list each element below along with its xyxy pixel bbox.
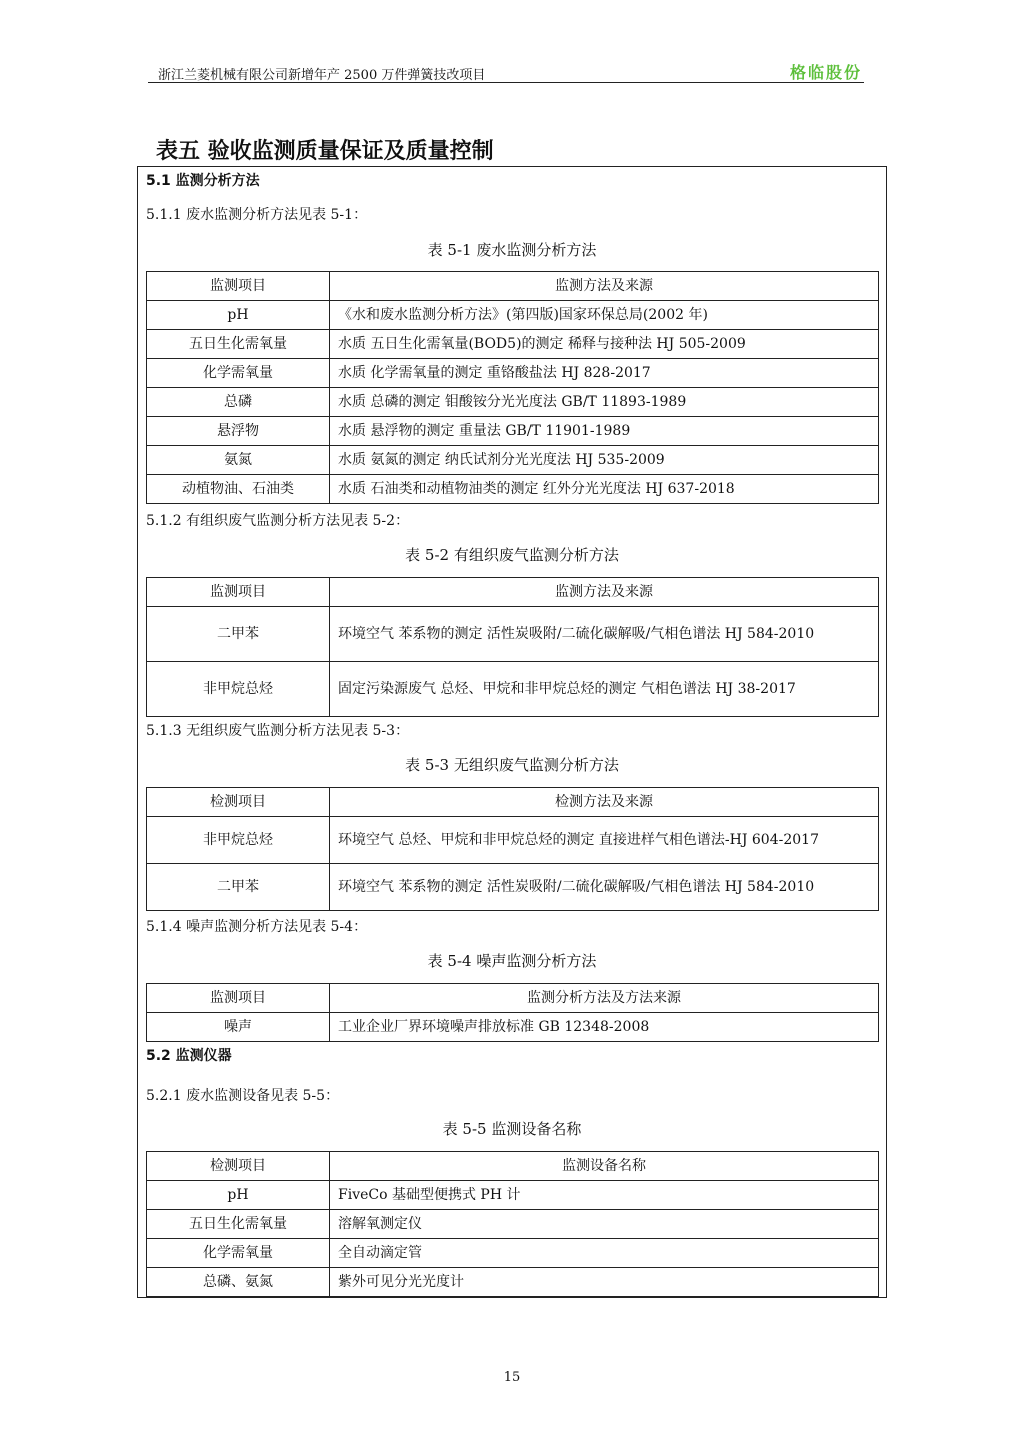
- item-cell: 非甲烷总烃: [147, 662, 330, 717]
- para-5-1-4: 5.1.4 噪声监测分析方法见表 5-4：: [146, 919, 368, 935]
- device-cell: 紫外可见分光光度计: [330, 1268, 879, 1297]
- table-header-row: [147, 272, 879, 301]
- para-5-2-1: 5.2.1 废水监测设备见表 5-5：: [146, 1088, 340, 1104]
- item-cell: 悬浮物: [147, 417, 330, 446]
- item-cell: 总磷: [147, 388, 330, 417]
- item-cell: 二甲苯: [147, 864, 330, 911]
- method-cell: 水质 总磷的测定 钼酸铵分光光度法 GB/T 11893-1989: [330, 388, 879, 417]
- item-cell: 化学需氧量: [147, 359, 330, 388]
- item-cell: 化学需氧量: [147, 1239, 330, 1268]
- table-row: [147, 817, 879, 864]
- header-cell: 检测项目: [147, 788, 330, 817]
- para-5-1-2: 5.1.2 有组织废气监测分析方法见表 5-2：: [146, 513, 410, 529]
- table-5-5: [146, 1151, 879, 1297]
- section-title: 表五 验收监测质量保证及质量控制: [156, 139, 494, 164]
- item-cell: 二甲苯: [147, 607, 330, 662]
- table-5-1: [146, 271, 879, 504]
- header-cell: 检测项目: [147, 1152, 330, 1181]
- table-row: [147, 446, 879, 475]
- table-row: [147, 864, 879, 911]
- caption-table-5-3: 表 5-3 无组织废气监测分析方法: [405, 756, 619, 774]
- table-row: [147, 388, 879, 417]
- table-row: [147, 1210, 879, 1239]
- item-cell: pH: [147, 301, 330, 330]
- header-cell: 监测方法及来源: [330, 272, 879, 301]
- header-cell: 监测项目: [147, 984, 330, 1013]
- table-row: [147, 330, 879, 359]
- table-5-3: [146, 787, 879, 911]
- method-cell: 环境空气 总烃、甲烷和非甲烷总烃的测定 直接进样气相色谱法-HJ 604-2017: [330, 817, 879, 864]
- table-row: [147, 662, 879, 717]
- method-cell: 水质 氨氮的测定 纳氏试剂分光光度法 HJ 535-2009: [330, 446, 879, 475]
- method-cell: 水质 悬浮物的测定 重量法 GB/T 11901-1989: [330, 417, 879, 446]
- device-cell: 溶解氧测定仪: [330, 1210, 879, 1239]
- table-row: [147, 1268, 879, 1297]
- table-header-row: [147, 984, 879, 1013]
- method-cell: 固定污染源废气 总烃、甲烷和非甲烷总烃的测定 气相色谱法 HJ 38-2017: [330, 662, 879, 717]
- table-5-4: [146, 983, 879, 1042]
- method-cell: 水质 化学需氧量的测定 重铬酸盐法 HJ 828-2017: [330, 359, 879, 388]
- caption-table-5-4: 表 5-4 噪声监测分析方法: [427, 952, 597, 970]
- item-cell: pH: [147, 1181, 330, 1210]
- heading-5-2: 5.2 监测仪器: [146, 1048, 232, 1064]
- item-cell: 五日生化需氧量: [147, 1210, 330, 1239]
- item-cell: 氨氮: [147, 446, 330, 475]
- device-cell: 全自动滴定管: [330, 1239, 879, 1268]
- table-header-row: [147, 1152, 879, 1181]
- heading-5-1: 5.1 监测分析方法: [146, 173, 260, 189]
- item-cell: 总磷、氨氮: [147, 1268, 330, 1297]
- table-row: [147, 417, 879, 446]
- item-cell: 五日生化需氧量: [147, 330, 330, 359]
- device-cell: FiveCo 基础型便携式 PH 计: [330, 1181, 879, 1210]
- caption-table-5-5: 表 5-5 监测设备名称: [442, 1120, 582, 1138]
- table-header-row: [147, 788, 879, 817]
- page-header: [148, 60, 864, 83]
- table-row: [147, 301, 879, 330]
- item-cell: 非甲烷总烃: [147, 817, 330, 864]
- item-cell: 动植物油、石油类: [147, 475, 330, 504]
- method-cell: 工业企业厂界环境噪声排放标准 GB 12348-2008: [330, 1013, 879, 1042]
- header-cell: 监测项目: [147, 272, 330, 301]
- header-cell: 检测方法及来源: [330, 788, 879, 817]
- caption-table-5-2: 表 5-2 有组织废气监测分析方法: [405, 546, 619, 564]
- item-cell: 噪声: [147, 1013, 330, 1042]
- method-cell: 水质 五日生化需氧量(BOD5)的测定 稀释与接种法 HJ 505-2009: [330, 330, 879, 359]
- method-cell: 环境空气 苯系物的测定 活性炭吸附/二硫化碳解吸/气相色谱法 HJ 584-2010: [330, 607, 879, 662]
- project-title: 浙江兰菱机械有限公司新增年产 2500 万件弹簧技改项目: [158, 68, 486, 83]
- header-cell: 监测方法及来源: [330, 578, 879, 607]
- method-cell: 《水和废水监测分析方法》(第四版)国家环保总局(2002 年): [330, 301, 879, 330]
- para-5-1-1: 5.1.1 废水监测分析方法见表 5-1：: [146, 207, 368, 223]
- header-cell: 监测项目: [147, 578, 330, 607]
- company-logo: 格临股份: [789, 63, 862, 82]
- method-cell: 水质 石油类和动植物油类的测定 红外分光光度法 HJ 637-2018: [330, 475, 879, 504]
- page-number: 15: [503, 1370, 521, 1385]
- header-cell: 监测分析方法及方法来源: [330, 984, 879, 1013]
- table-5-2: [146, 577, 879, 717]
- table-row: [147, 475, 879, 504]
- table-row: [147, 1239, 879, 1268]
- table-row: [147, 1181, 879, 1210]
- header-cell: 监测设备名称: [330, 1152, 879, 1181]
- caption-table-5-1: 表 5-1 废水监测分析方法: [427, 241, 597, 259]
- table-row: [147, 359, 879, 388]
- method-cell: 环境空气 苯系物的测定 活性炭吸附/二硫化碳解吸/气相色谱法 HJ 584-2010: [330, 864, 879, 911]
- table-row: [147, 1013, 879, 1042]
- table-header-row: [147, 578, 879, 607]
- para-5-1-3: 5.1.3 无组织废气监测分析方法见表 5-3：: [146, 723, 410, 739]
- table-row: [147, 607, 879, 662]
